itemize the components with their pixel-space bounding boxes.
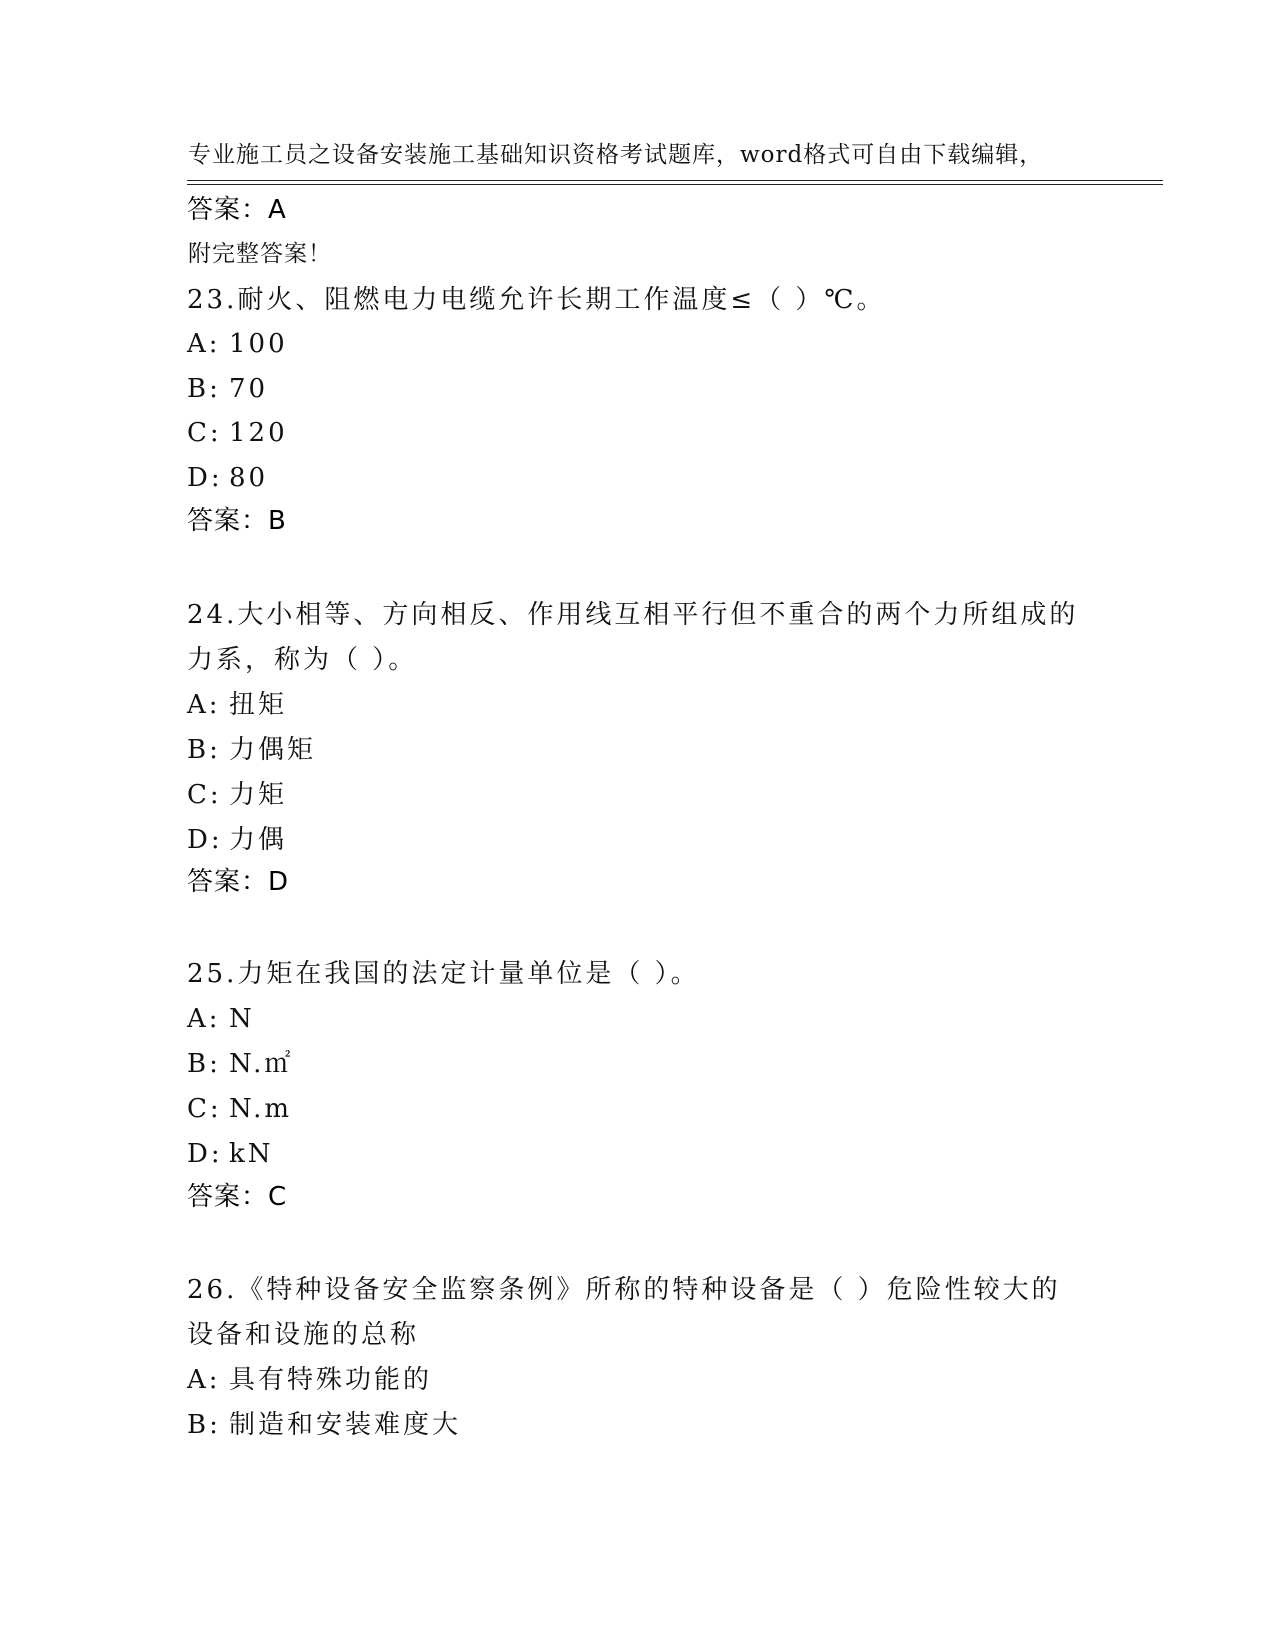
option-text: 具有特殊功能的 bbox=[229, 1365, 433, 1395]
option-label: B: bbox=[187, 735, 221, 765]
question-23-option-b bbox=[187, 372, 268, 406]
question-24-option-b bbox=[187, 733, 316, 767]
option-text: 力偶矩 bbox=[229, 735, 317, 765]
answer-previous: 答案：A bbox=[187, 195, 287, 225]
question-23-option-d bbox=[187, 461, 268, 495]
option-label: C: bbox=[187, 1094, 222, 1124]
option-label: D: bbox=[187, 1139, 223, 1169]
option-label: A: bbox=[187, 1004, 221, 1034]
option-label: B: bbox=[187, 374, 221, 404]
question-23-option-a bbox=[187, 327, 288, 361]
question-24-answer: 答案：D bbox=[187, 867, 290, 897]
question-25-option-d bbox=[187, 1137, 274, 1171]
question-25-option-a bbox=[187, 1002, 255, 1036]
option-text: 80 bbox=[229, 463, 269, 493]
question-24-option-d bbox=[187, 823, 287, 857]
question-25-stem: 25.力矩在我国的法定计量单位是（ ）。 bbox=[187, 959, 700, 989]
header-divider-bottom bbox=[187, 184, 1163, 185]
question-24-stem-line-2: 力系，称为（ ）。 bbox=[187, 645, 418, 675]
question-24-option-a bbox=[187, 688, 287, 722]
option-label: C: bbox=[187, 780, 222, 810]
question-23-stem: 23.耐火、阻燃电力电缆允许长期工作温度≤（ ）℃。 bbox=[187, 285, 886, 315]
option-text: 100 bbox=[229, 329, 288, 359]
option-label: A: bbox=[187, 690, 221, 720]
option-label: B: bbox=[187, 1410, 221, 1440]
question-24-option-c bbox=[187, 778, 287, 812]
question-23-option-c bbox=[187, 416, 288, 450]
option-text: 120 bbox=[229, 418, 288, 448]
option-text: 扭矩 bbox=[229, 690, 288, 720]
option-label: D: bbox=[187, 825, 223, 855]
option-text: 70 bbox=[229, 374, 269, 404]
question-26-stem-line-2: 设备和设施的总称 bbox=[187, 1320, 420, 1350]
option-text: 力矩 bbox=[229, 780, 288, 810]
question-24-stem-line-1: 24.大小相等、方向相反、作用线互相平行但不重合的两个力所组成的 bbox=[187, 600, 1079, 630]
option-text: N.m bbox=[229, 1094, 293, 1124]
option-text: 制造和安装难度大 bbox=[229, 1410, 462, 1440]
question-26-option-a bbox=[187, 1363, 432, 1397]
header-divider-top bbox=[187, 180, 1163, 181]
option-text: N bbox=[229, 1004, 255, 1034]
question-25-option-b bbox=[187, 1047, 293, 1081]
question-25-option-c bbox=[187, 1092, 292, 1126]
header-line-2: 附完整答案！ bbox=[188, 241, 332, 267]
option-label: D: bbox=[187, 463, 223, 493]
option-label: A: bbox=[187, 1365, 221, 1395]
header-line-1: 专业施工员之设备安装施工基础知识资格考试题库，word格式可自由下载编辑， bbox=[188, 142, 1044, 168]
option-text: N.㎡ bbox=[229, 1049, 294, 1079]
option-label: A: bbox=[187, 329, 221, 359]
question-26-stem-line-1: 26.《特种设备安全监察条例》所称的特种设备是（ ）危险性较大的 bbox=[187, 1275, 1061, 1305]
question-23-answer: 答案：B bbox=[187, 506, 287, 536]
option-text: 力偶 bbox=[229, 825, 288, 855]
option-text: kN bbox=[229, 1139, 274, 1169]
option-label: B: bbox=[187, 1049, 221, 1079]
option-label: C: bbox=[187, 418, 222, 448]
question-25-answer: 答案：C bbox=[187, 1182, 288, 1212]
question-26-option-b bbox=[187, 1408, 461, 1442]
